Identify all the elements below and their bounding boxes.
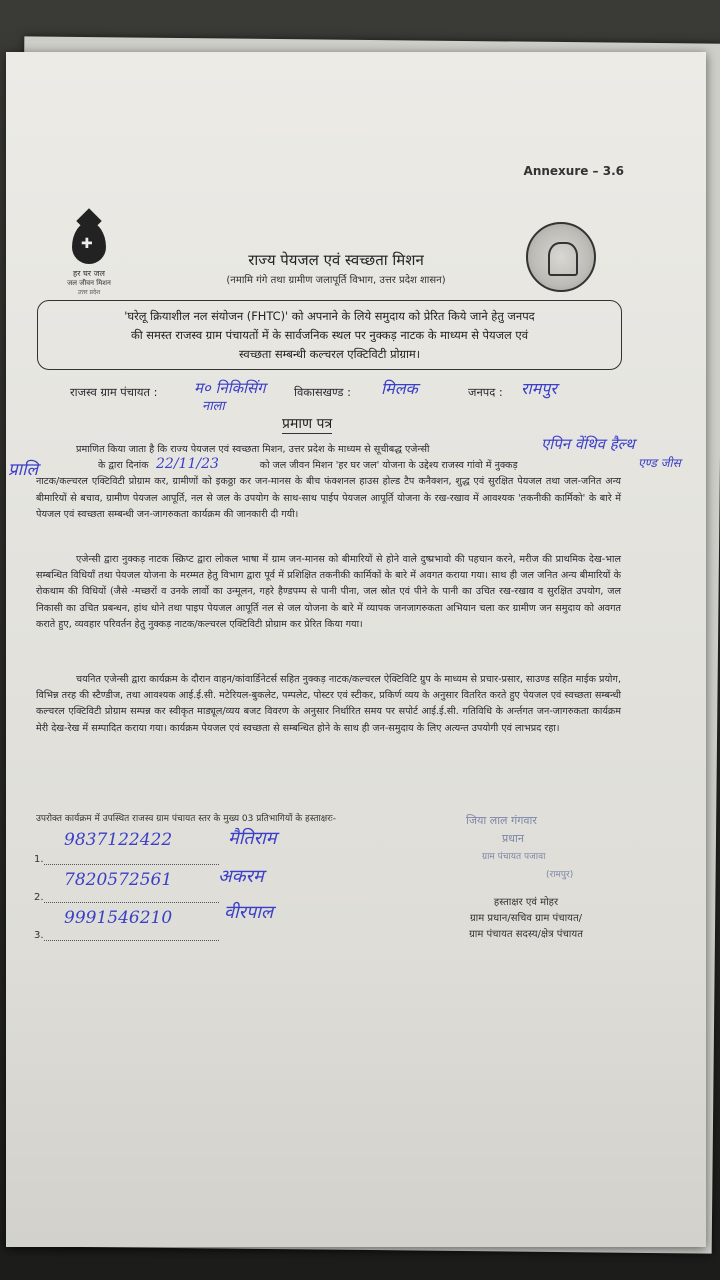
participants-signature-label: उपरोक्त कार्यक्रम में उपस्थित राजस्व ग्राम पंचायत स्तर के मुख्य 03 प्रतिभागियों के हस्ताक्षरः- (36, 814, 336, 824)
gram-panchayat-value-2: नाला (202, 399, 225, 414)
paragraph-2: एजेन्सी द्वारा नुक्कड़ नाटक स्क्रिप्ट द्वारा लोकल भाषा में ग्राम जन-मानस को बीमारियों से होने वाले दुष्प्रभावो की पहचान करने, मरीज की प्राथमिक देख-भाल सम्बन्धित विधियाँ तथा पेयजल योजना के मरम्मत हेतु विभाग द्वारा पूर्व में प्रशिक्षित तकनीकी कार्मिकों के बारे में अवगत कराया गया। साथ ही जल जनित अन्य बीमारियों के रोकथाम की विधियों (जैसे -मच्छरों व उनके लार्वो का उन्मूलन, गहरे हैण्डपम्प से पानी पीना, जल स्रोत एवं पीने के पानी का उचित रख-रखाव व सुरक्षित उपयोग, जल निकासी का उचित प्रबन्धन, हांथ धोने तथा पाइप पेयजल आपूर्ति नल से जल योजना के बारे में व्यापक जनजागरुकता अभियान चला कर ग्रामीण जन समुदाय को अवगत कराते हुए, व्यवहार परिवर्तन हेतु नुक्कड़ नाटक/कल्चरल एक्टिविटी प्रोग्राम कर प्रेरित किया गया। (36, 554, 621, 630)
participant-3-phone: 9991546210 (64, 908, 173, 928)
janpad-value: रामपुर (521, 379, 557, 398)
paragraph-1: प्रमाणित किया जाता है कि राज्य पेयजल एवं स्वच्छता मिशन, उत्तर प्रदेश के माध्यम से सूचीबद्ध एजेन्सी के द्वारा दिनांक को जल जीवन मिशन 'हर घर जल' योजना के उद्देश्य राजस्व गांवो में नुक्कड़ नाटक/कल्चरल एक्टिविटी प्रोग्राम कर, ग्रामीणों को इकठ्ठा कर जन-मानस के बीच फंक्शनल हाउस होल्ड टैप कनैक्शन, शुद्ध एवं सुरक्षित पेयजल तथा जल-जनित अन्य बीमारियों से बचाव, ग्रामीण पेयजल आपूर्ति, नल से जल के उपयोग के साथ-साथ पाईप पेयजल आपूर्ति योजना के रख-रखाव में आवश्यक 'तकनीकी कार्मिको' के बारे में पेयजल एवं स्वच्छता सम्बन्धी जन-जागरुकता कार्यक्रम की जानकारी दी गयी। (36, 444, 621, 520)
up-government-seal-icon (526, 222, 596, 292)
annexure-label: Annexure – 3.6 (523, 164, 624, 178)
prali-handwritten: प्रालि (8, 460, 39, 480)
jal-jeevan-mission-logo: ✚ हर घर जल जल जीवन मिशन उत्तर प्रदेश (58, 222, 120, 296)
water-tap-icon: ✚ (72, 222, 106, 264)
signature-row-1: 1. (34, 852, 219, 865)
pradhan-stamp: जिया लाल गंगवार प्रधान ग्राम पंचायत पजावा (रामपुर) (466, 814, 574, 880)
vikaskhand-label: विकासखण्ड : (294, 385, 351, 399)
participant-1-phone: 9837122422 (64, 830, 173, 850)
signature-authority-block: हस्ताक्षर एवं मोहर ग्राम प्रधान/सचिव ग्राम पंचायत/ ग्राम पंचायत सदस्य/क्षेत्र पंचायत (469, 897, 583, 940)
signature-row-2: 2. (34, 890, 219, 903)
participant-2-phone: 7820572561 (64, 870, 173, 890)
vikaskhand-value: मिलक (381, 379, 418, 398)
agency-name-handwritten: एपिन वेंथिव हैल्थ (541, 435, 635, 453)
participant-3-name: वीरपाल (224, 902, 274, 923)
participant-1-name: मैतिराम (228, 828, 277, 849)
janpad-label: जनपद : (468, 385, 503, 399)
paragraph-3: चयनित एजेन्सी द्वारा कार्यक्रम के दौरान वाहन/कांवार्डिनेटर्स सहित नुक्कड़ नाटक/कल्चरल ऐक्टिविटि ग्रुप के माध्यम से प्रचार-प्रसार, साउण्ड सहित माईक प्रयोग, विभिन्न तरह की स्टैण्डीज, तथा आवश्यक आई.ई.सी. मटेरियल-बुकलेट, पम्पलेट, पोस्टर एवं स्टीकर, प्रकिर्ण व्यय के अनुसार वितरित करते हुए पेयजल एवं स्वच्छता सम्बन्धी कल्चरल एक्टिविटी प्रोग्राम सम्पन्न कर स्वीकृत माड्यूल/व्यय बजट विवरण के अनुसार निर्धारित समय पर सपोर्ट आई.ई.सी. गतिविधि के अर्न्तगत जन-जागरुकता कार्यक्रम मेरी देख-रेख में सम्पादित कराया गया। कार्यक्रम पेयजल एवं स्वच्छता से सम्बन्धित होने के साथ ही जन-समुदाय के लिए अत्यन्त उपयोगी एवं लाभप्रद रहा। (36, 674, 621, 734)
gram-panchayat-label: राजस्व ग्राम पंचायत : (70, 385, 158, 399)
participant-2-name: अकरम (218, 866, 264, 887)
document-page (6, 52, 706, 1247)
agency-name-handwritten-2: एण्ड जीस (638, 456, 681, 470)
signature-row-3: 3. (34, 928, 219, 941)
certificate-title: प्रमाण पत्र (282, 416, 333, 432)
mission-title: राज्य पेयजल एवं स्वच्छता मिशन (248, 251, 424, 269)
date-handwritten: 22/11/23 (156, 456, 219, 472)
mission-subtitle: (नमामि गंगे तथा ग्रामीण जलापूर्ति विभाग, उत्तर प्रदेश शासन) (226, 275, 446, 286)
program-description-box: 'घरेलू क्रियाशील नल संयोजन (FHTC)' को अपनाने के लिये समुदाय को प्रेरित किये जाने हेतु जनपद की समस्त राजस्व ग्राम पंचायतों में के सार्वजनिक स्थल पर नुक्कड़ नाटक के माध्यम से पेयजल एवं स्वच्छता सम्बन्धी कल्चरल एक्टिविटी प्रोग्राम। (37, 300, 622, 370)
gram-panchayat-value: म० निकिसिंग (194, 379, 266, 397)
